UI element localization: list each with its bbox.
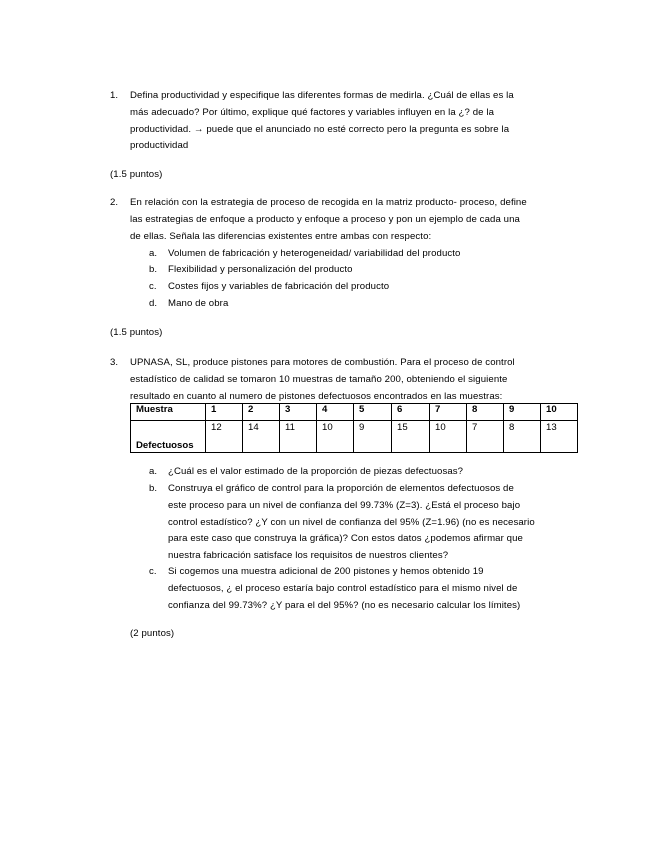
item-line: Construya el gráfico de control para la proporción de elementos defectuosos de [168,483,514,494]
item-line: defectuosos, ¿ el proceso estaría bajo control estadístico para el mismo nivel de [168,582,518,594]
question-2-line: En relación con la estrategia de proceso de recogida en la matriz producto- proceso, define [130,197,527,208]
question-3 [110,355,570,405]
table-cell: 9 [504,404,541,421]
table-cell: 1 [206,404,243,421]
item-line: nuestra fabricación satisface los requisitos de nuestros clientes? [168,550,449,562]
table-row [131,421,578,453]
table-cell: 10 [430,421,467,453]
table-cell: 15 [392,421,430,453]
item-letter: d. [149,298,158,309]
table-cell: 6 [392,404,430,421]
item-letter: a. [149,248,158,259]
question-3-item-a [149,464,463,481]
question-1-number: 1. [110,90,119,101]
table-row-label: Muestra [131,404,206,421]
table-cell: 11 [280,421,317,453]
table-cell: 7 [430,404,467,421]
item-line: confianza del 99.73%? ¿Y para el del 95%? (no es necesario calcular los límites) [168,599,521,611]
table-cell: 10 [317,421,354,453]
question-2-item-d [149,296,228,313]
question-3-line: estadístico de calidad se tomaron 10 muestras de tamaño 200, obteniendo el siguiente [130,373,508,385]
item-letter: c. [149,566,157,577]
table-row-label: Defectuosos [131,421,206,453]
item-letter: a. [149,466,158,477]
item-line: ¿Cuál es el valor estimado de la proporción de piezas defectuosas? [168,466,464,477]
table-cell: 2 [243,404,280,421]
table-cell: 7 [467,421,504,453]
question-1-line: productividad. → puede que el anunciado no esté correcto pero la pregunta es sobre la [130,123,510,135]
question-1 [110,88,570,155]
table-cell: 3 [280,404,317,421]
question-3-line: UPNASA, SL, produce pistones para motores de combustión. Para el proceso de control [130,357,515,368]
question-3-line: resultado en cuanto al numero de pistones defectuosos encontrados en las muestras: [130,390,503,402]
table-cell: 14 [243,421,280,453]
question-3-points: (2 puntos) [130,628,175,639]
table-cell: 12 [206,421,243,453]
question-2-item-b [149,262,353,279]
question-2-points: (1.5 puntos) [110,327,163,338]
question-1-line: más adecuado? Por último, explique qué factores y variables influyen en la ¿? de la [130,106,495,118]
item-text: Flexibilidad y personalización del producto [168,264,353,275]
question-2 [110,195,570,245]
question-2-number: 2. [110,197,119,208]
item-line: para este caso que construya la gráfica)? Con estos datos ¿podemos afirmar que [168,533,523,545]
question-1-line: Defina productividad y especifique las diferentes formas de medirla. ¿Cuál de ellas es la [130,90,514,101]
table-row [131,404,578,421]
item-line: este proceso para un nivel de confianza del 99.73% (Z=3). ¿Está el proceso bajo [168,499,521,511]
question-2-line: de ellas. Señala las diferencias existentes entre ambas con respecto: [130,230,432,242]
item-letter: b. [149,264,158,275]
table-cell: 13 [541,421,578,453]
item-line: control estadístico? ¿Y con un nivel de confianza del 95% (Z=1.96) (no es necesario [168,516,535,528]
item-line: Si cogemos una muestra adicional de 200 pistones y hemos obtenido 19 [168,566,484,577]
item-text: Volumen de fabricación y heterogeneidad/ variabilidad del producto [168,248,461,259]
defects-table [130,403,578,453]
item-letter: c. [149,281,157,292]
table-cell: 8 [467,404,504,421]
item-letter: b. [149,483,158,494]
table-cell: 5 [354,404,392,421]
question-1-line: productividad [130,140,189,152]
table-cell: 8 [504,421,541,453]
item-text: Costes fijos y variables de fabricación del producto [168,281,390,292]
question-3-item-c [149,564,520,614]
table-cell: 9 [354,421,392,453]
question-2-item-c [149,279,389,296]
question-2-item-a [149,246,460,263]
question-2-line: las estrategias de enfoque a producto y enfoque a proceso y pon un ejemplo de cada una [130,213,520,225]
question-3-number: 3. [110,357,119,368]
question-3-item-b [149,481,535,565]
table-cell: 10 [541,404,578,421]
table-cell: 4 [317,404,354,421]
question-1-points: (1.5 puntos) [110,169,163,180]
item-text: Mano de obra [168,298,229,309]
